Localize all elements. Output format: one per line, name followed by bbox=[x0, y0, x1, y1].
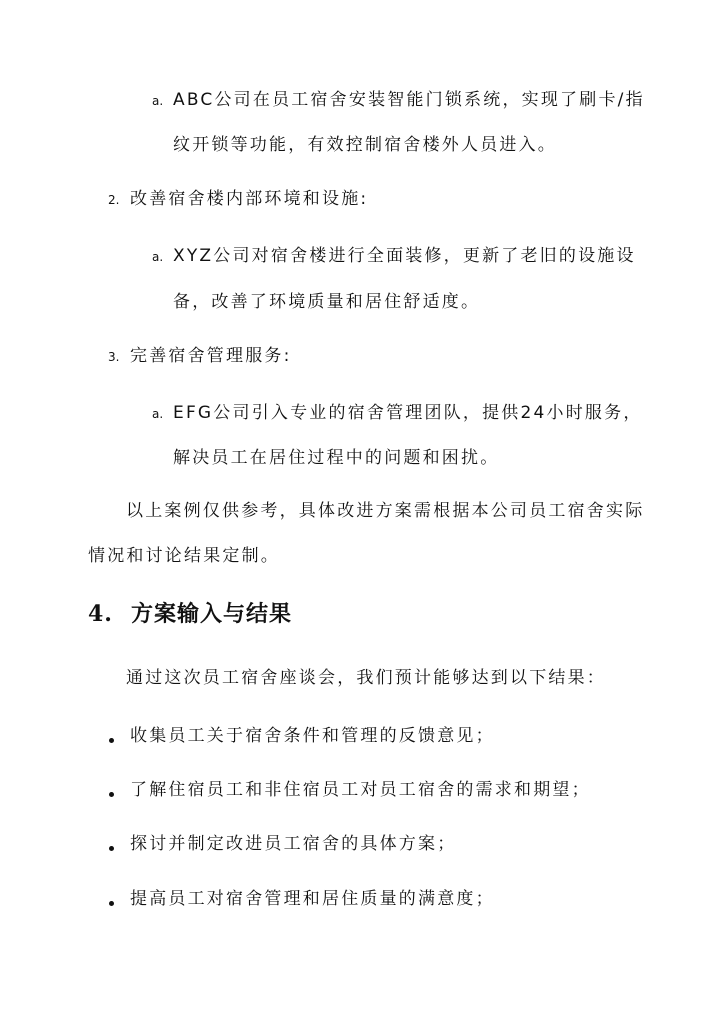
list-item-number: 3. bbox=[108, 350, 120, 364]
section-intro: 通过这次员工宿舍座谈会，我们预计能够达到以下结果： bbox=[126, 668, 606, 688]
bullet-icon bbox=[109, 792, 114, 797]
bullet-item-text: 探讨并制定改进员工宿舍的具体方案； bbox=[130, 834, 457, 854]
sub-item-text-line: 纹开锁等功能，有效控制宿舍楼外人员进入。 bbox=[173, 135, 557, 155]
paragraph-line: 以上案例仅供参考，具体改进方案需根据本公司员工宿舍实际 bbox=[126, 501, 645, 521]
list-item-number: 2. bbox=[108, 193, 120, 207]
sub-item-marker: a. bbox=[152, 407, 164, 421]
section-title: 方案输入与结果 bbox=[130, 601, 292, 627]
sub-item-text-line: XYZ公司对宿舍楼进行全面装修，更新了老旧的设施设 bbox=[173, 246, 636, 266]
sub-item-text-line: EFG公司引入专业的宿舍管理团队，提供24小时服务， bbox=[173, 403, 643, 423]
list-item-text: 改善宿舍楼内部环境和设施: bbox=[130, 189, 369, 209]
list-item-text: 完善宿舍管理服务: bbox=[130, 346, 292, 366]
bullet-icon bbox=[109, 846, 114, 851]
sub-item-marker: a. bbox=[152, 94, 164, 108]
bullet-icon bbox=[109, 901, 114, 906]
paragraph-line: 情况和讨论结果定制。 bbox=[88, 546, 280, 566]
sub-item-text-line: 解决员工在居住过程中的问题和困扰。 bbox=[173, 448, 500, 468]
section-number: 4. bbox=[88, 601, 113, 627]
bullet-item-text: 了解住宿员工和非住宿员工对员工宿舍的需求和期望； bbox=[130, 780, 591, 800]
sub-item-text-line: 备，改善了环境质量和居住舒适度。 bbox=[173, 292, 481, 312]
bullet-item-text: 提高员工对宿舍管理和居住质量的满意度； bbox=[130, 889, 495, 909]
bullet-item-text: 收集员工关于宿舍条件和管理的反馈意见； bbox=[130, 726, 495, 746]
bullet-icon bbox=[109, 738, 114, 743]
section-heading bbox=[88, 599, 292, 629]
sub-item-marker: a. bbox=[152, 250, 164, 264]
sub-item-text-line: ABC公司在员工宿舍安装智能门锁系统，实现了刷卡/指 bbox=[173, 90, 645, 110]
